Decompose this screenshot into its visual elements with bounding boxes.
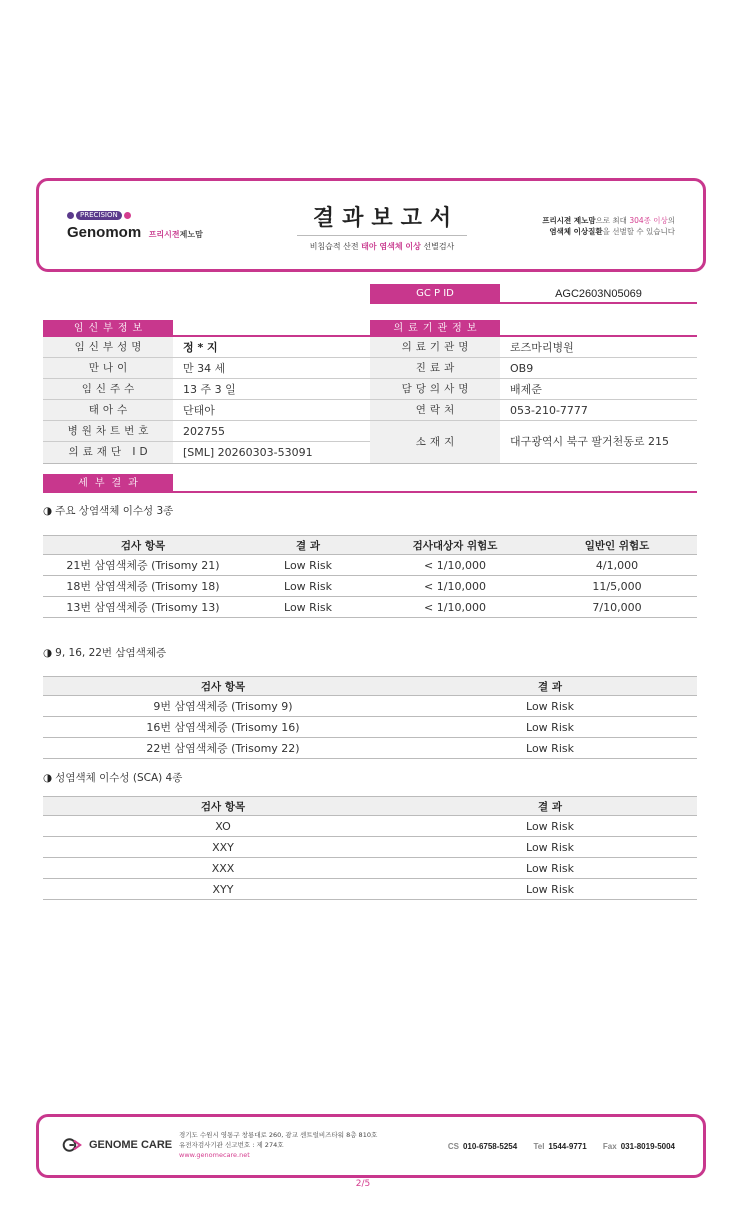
major-trisomy-table xyxy=(43,535,697,618)
info-row: 의료기관명 로즈마리병원 xyxy=(370,337,697,358)
company-address-block xyxy=(179,1130,377,1160)
gcpid-value: AGC2603N05069 xyxy=(555,288,642,300)
table-row: 16번 삼염색체증 (Trisomy 16) Low Risk xyxy=(43,717,697,738)
report-header xyxy=(36,178,706,272)
hospital-name: 로즈마리병원 xyxy=(510,341,574,354)
table-row: XYY Low Risk xyxy=(43,879,697,900)
logo-kr-product: 제노맘 xyxy=(179,230,203,239)
column-header: 결 과 xyxy=(403,677,697,696)
info-row: 연락처 053-210-7777 xyxy=(370,400,697,421)
half-circle-icon: ◑ xyxy=(43,647,53,659)
hospital-info-header: 의료기관정보 xyxy=(370,320,500,337)
logo-name: Genomom xyxy=(67,224,142,241)
table-row: XXY Low Risk xyxy=(43,837,697,858)
hospital-address: 대구광역시 북구 팔거천동로 215 xyxy=(510,435,669,448)
page-number: 2/5 xyxy=(355,1179,371,1189)
info-row: 만나이 만 34 세 xyxy=(43,358,370,379)
column-header: 일반인 위험도 xyxy=(537,536,697,555)
genome-care-logo xyxy=(61,1137,172,1153)
genomom-logo xyxy=(67,209,203,241)
chart-number: 202755 xyxy=(183,425,225,438)
contact-info: CS 010-6758-5254 Tel 1544-9771 Fax 031-8019-5004 xyxy=(447,1142,675,1151)
section2-title: ◑ 9, 16, 22번 삼염색체증 xyxy=(43,647,167,659)
logo-dot-icon xyxy=(67,212,74,219)
registration-number: 유전자검사기관 신고번호 : 제 274호 xyxy=(179,1141,284,1149)
section3-title: ◑ 성염색체 이수성 (SCA) 4종 xyxy=(43,772,183,784)
table-row: 22번 삼염색체증 (Trisomy 22) Low Risk xyxy=(43,738,697,759)
logo-dot-icon xyxy=(124,212,131,219)
report-title-block xyxy=(297,201,467,252)
genome-care-logo-icon xyxy=(61,1137,85,1153)
gcpid-field xyxy=(370,284,697,304)
report-title: 결과보고서 xyxy=(297,201,467,236)
table-row: 21번 삼염색체증 (Trisomy 21) Low Risk < 1/10,000 4/1,000 xyxy=(43,555,697,576)
contact-number: 053-210-7777 xyxy=(510,404,588,417)
column-header: 검사대상자 위험도 xyxy=(373,536,537,555)
hospital-info-section xyxy=(370,320,697,464)
gcpid-label: GC P ID xyxy=(370,284,500,304)
report-subtitle: 비침습적 산전 태아 염색체 이상 선별검사 xyxy=(309,242,455,251)
details-section-header xyxy=(43,474,697,493)
column-header: 결 과 xyxy=(243,536,373,555)
table-row: XO Low Risk xyxy=(43,816,697,837)
section1-title: ◑ 주요 상염색체 이수성 3종 xyxy=(43,505,174,517)
info-row: 태아수 단태아 xyxy=(43,400,370,421)
patient-age: 만 34 세 xyxy=(183,362,226,375)
website-link[interactable]: www.genomecare.net xyxy=(179,1151,250,1159)
details-header-label: 세부결과 xyxy=(43,474,173,493)
cs-number: 010-6758-5254 xyxy=(462,1142,518,1151)
trisomy-9-16-22-table xyxy=(43,676,697,759)
table-row: 9번 삼염색체증 (Trisomy 9) Low Risk xyxy=(43,696,697,717)
patient-info-section xyxy=(43,320,370,464)
info-row: 임신부성명 정 * 지 xyxy=(43,337,370,358)
company-address: 경기도 수원시 영통구 창룡대로 260, 광교 센트럴비즈타워 8층 810호 xyxy=(179,1131,378,1139)
info-row: 의료재단 ID [SML] 20260303-53091 xyxy=(43,442,370,463)
foundation-id: [SML] 20260303-53091 xyxy=(183,446,313,459)
gestational-age: 13 주 3 일 xyxy=(183,383,236,396)
half-circle-icon: ◑ xyxy=(43,505,53,517)
table-row: 13번 삼염색체증 (Trisomy 13) Low Risk < 1/10,000 7/10,000 xyxy=(43,597,697,618)
info-row: 진료과 OB9 xyxy=(370,358,697,379)
department: OB9 xyxy=(510,362,534,375)
report-footer xyxy=(36,1114,706,1178)
logo-tag: PRECISION xyxy=(76,211,122,220)
table-row: XXX Low Risk xyxy=(43,858,697,879)
logo-kr-brand: 프리시젼 xyxy=(148,230,180,239)
company-name: GENOME CARE xyxy=(89,1139,173,1151)
column-header: 결 과 xyxy=(403,797,697,816)
fetus-count: 단태아 xyxy=(183,404,215,417)
column-header: 검사 항목 xyxy=(43,677,403,696)
table-row: 18번 삼염색체증 (Trisomy 18) Low Risk < 1/10,000 11/5,000 xyxy=(43,576,697,597)
info-row: 병원차트번호 202755 xyxy=(43,421,370,442)
sex-chromosome-table xyxy=(43,796,697,900)
info-row: 담당의사명 배제준 xyxy=(370,379,697,400)
column-header: 검사 항목 xyxy=(43,536,243,555)
info-row: 소재지 대구광역시 북구 팔거천동로 215 xyxy=(370,421,697,463)
patient-info-header: 임신부정보 xyxy=(43,320,173,337)
header-note: 프리시젼 제노맘으로 최대 304종 이상의 염색체 이상질환을 선별할 수 있습니다 xyxy=(542,216,675,236)
tel-number: 1544-9771 xyxy=(548,1142,587,1151)
half-circle-icon: ◑ xyxy=(43,772,53,784)
patient-name: 정 * 지 xyxy=(183,341,218,354)
fax-number: 031-8019-5004 xyxy=(620,1142,675,1151)
doctor-name: 배제준 xyxy=(510,383,542,396)
info-row: 임신주수 13 주 3 일 xyxy=(43,379,370,400)
column-header: 검사 항목 xyxy=(43,797,403,816)
